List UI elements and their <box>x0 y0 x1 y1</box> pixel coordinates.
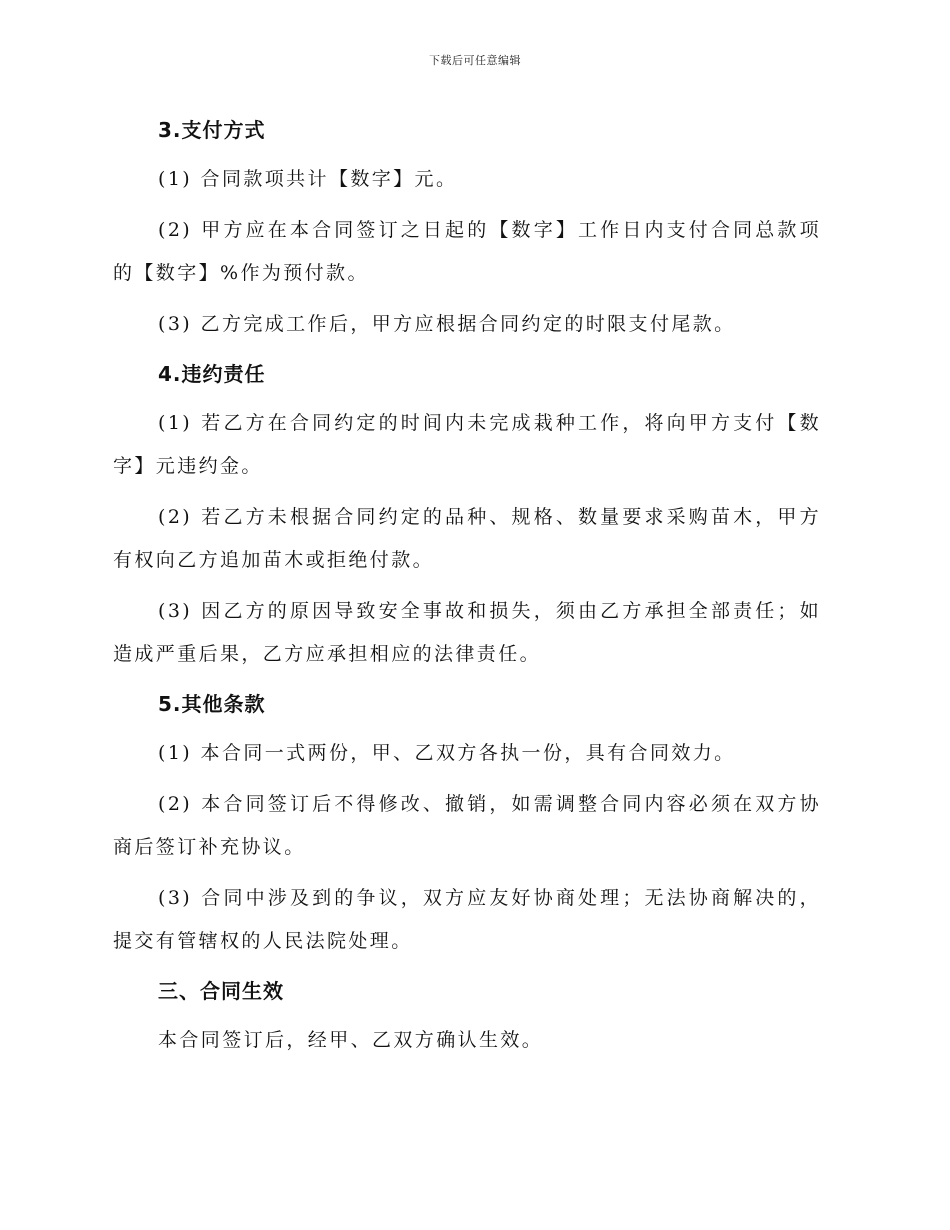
payment-clause-2: (2) 甲方应在本合同签订之日起的【数字】工作日内支付合同总款项的【数字】%作为预付款。 <box>113 219 821 284</box>
other-clause-2: (2) 本合同签订后不得修改、撤销，如需调整合同内容必须在双方协商后签订补充协议。 <box>113 793 821 858</box>
section-heading-breach: 4.违约责任 <box>158 362 266 386</box>
other-clause-3: (3) 合同中涉及到的争议，双方应友好协商处理；无法协商解决的，提交有管辖权的人民法院处理。 <box>113 887 821 952</box>
breach-clause-2: (2) 若乙方未根据合同约定的品种、规格、数量要求采购苗木，甲方有权向乙方追加苗木或拒绝付款。 <box>113 506 821 571</box>
section-heading-payment: 3.支付方式 <box>158 118 266 142</box>
section-heading-other: 5.其他条款 <box>158 692 266 716</box>
page-header: 下载后可任意编辑 <box>429 54 521 67</box>
document-body <box>113 110 821 1070</box>
breach-clause-3: (3) 因乙方的原因导致安全事故和损失，须由乙方承担全部责任；如造成严重后果，乙方应承担相应的法律责任。 <box>113 600 821 665</box>
effect-text: 本合同签订后，经甲、乙双方确认生效。 <box>158 1029 544 1051</box>
breach-clause-1: (1) 若乙方在合同约定的时间内未完成栽种工作，将向甲方支付【数字】元违约金。 <box>113 412 821 477</box>
payment-clause-1: (1) 合同款项共计【数字】元。 <box>158 168 458 190</box>
payment-clause-3: (3) 乙方完成工作后，甲方应根据合同约定的时限支付尾款。 <box>158 313 736 335</box>
section-heading-effect: 三、合同生效 <box>158 979 284 1003</box>
other-clause-1: (1) 本合同一式两份，甲、乙双方各执一份，具有合同效力。 <box>158 742 736 764</box>
